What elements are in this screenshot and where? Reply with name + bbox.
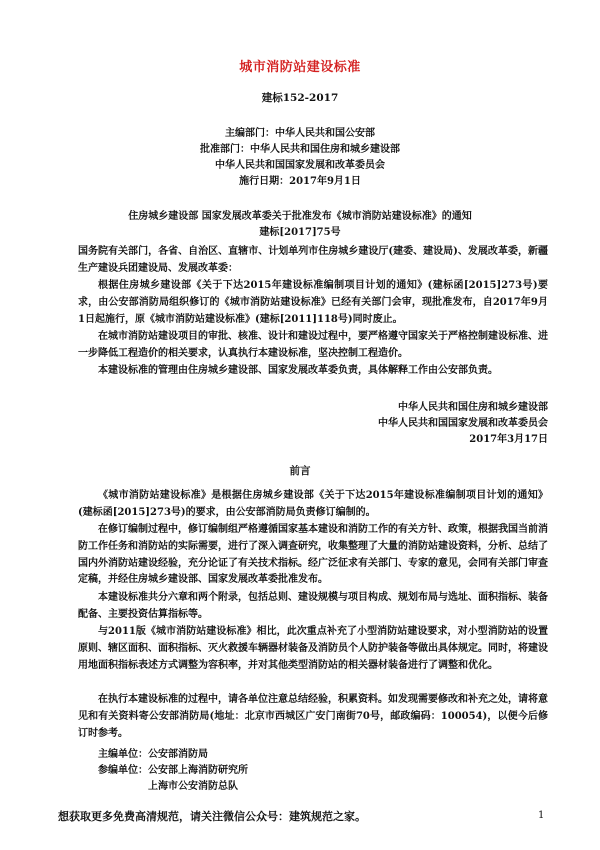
preface-paragraph: 《城市消防站建设标准》是根据住房城乡建设部《关于下达2015年建设标准编制项目计划的通知》(建标函[2015]273号)的要求，由公安部消防局负责修订编制的。: [78, 490, 548, 518]
notice-paragraph: 国务院有关部门，各省、自治区、直辖市、计划单列市住房城乡建设厅(建委、建设局)、发展改革委，新疆生产建设兵团建设局、发展改革委：: [78, 246, 548, 274]
preface-paragraph: 在执行本建设标准的过程中，请各单位注意总结经验，积累资料。如发现需要修改和补充之处，请将意见和有关资料寄公安部消防局(地址：北京市西城区广安门南街70号，邮政编码：100054)，以便今后修订时参考。: [78, 694, 548, 739]
page-number: 1: [538, 810, 545, 821]
notice-paragraph: 本建设标准的管理由住房城乡建设部、国家发展改革委负责，具体解释工作由公安部负责。: [98, 365, 498, 376]
footer-note: 想获取更多免费高清规范，请关注微信公众号：建筑规范之家。: [58, 810, 366, 823]
chief-unit: 主编单位：公安部消防局: [98, 749, 208, 760]
preface-heading: 前言: [289, 465, 311, 477]
notice-number: 建标[2017]75号: [259, 227, 341, 238]
effective-date: 施行日期：2017年9月1日: [239, 176, 361, 187]
preface-paragraph: 与2011版《城市消防站建设标准》相比，此次重点补充了小型消防站建设要求，对小型消防站的设置原则、辖区面积、面积指标、灭火救援车辆器材装备及消防员个人防护装备等做出具体规定。同时，将建设用地面积指标表述方式调整为容积率，并对其他类型消防站的相关器材装备进行了调整和优化。: [78, 626, 548, 671]
signature-date: 2017年3月17日: [469, 434, 548, 445]
approver-dept-1: 批准部门：中华人民共和国住房和城乡建设部: [200, 144, 400, 155]
notice-paragraph: 在城市消防站建设项目的审批、核准、设计和建设过程中，要严格遵守国家关于严格控制建设标准、进一步降低工程造价的相关要求，认真执行本建设标准，坚决控制工程造价。: [78, 331, 548, 359]
editor-dept: 主编部门：中华人民共和国公安部: [225, 128, 375, 139]
notice-paragraph: 根据住房城乡建设部《关于下达2015年建设标准编制项目计划的通知》(建标函[2015]273号)要求，由公安部消防局组织修订的《城市消防站建设标准》已经有关部门会审，现批准发布，自2017年9月1日起施行，原《城市消防站建设标准》(建标[2011]118号)同时废止。: [78, 280, 548, 325]
standard-code: 建标152-2017: [261, 92, 339, 104]
signature-ministry: 中华人民共和国住房和城乡建设部: [398, 402, 548, 413]
preface-paragraph: 本建设标准共分六章和两个附录，包括总则、建设规模与项目构成、规划布局与选址、面积指标、装备配备、主要投资估算指标等。: [78, 592, 548, 620]
notice-title: 住房城乡建设部 国家发展改革委关于批准发布《城市消防站建设标准》的通知: [128, 211, 472, 222]
preface-paragraph: 在修订编制过程中，修订编制组严格遵循国家基本建设和消防工作的有关方针、政策，根据我国当前消防工作任务和消防站的实际需要，进行了深入调查研究，收集整理了大量的消防站建设资料，分析、总结了国内外消防站建设经验，充分论证了有关技术指标。经广泛征求有关部门、专家的意见，会同有关部门审查定稿，并经住房城乡建设部、国家发展改革委批准发布。: [78, 524, 548, 586]
approver-dept-2: 中华人民共和国国家发展和改革委员会: [215, 160, 385, 171]
co-unit-1: 参编单位：公安部上海消防研究所: [98, 765, 248, 776]
co-unit-2: 上海市公安消防总队: [148, 781, 238, 792]
page-title: 城市消防站建设标准: [239, 60, 361, 75]
signature-commission: 中华人民共和国国家发展和改革委员会: [378, 418, 548, 429]
